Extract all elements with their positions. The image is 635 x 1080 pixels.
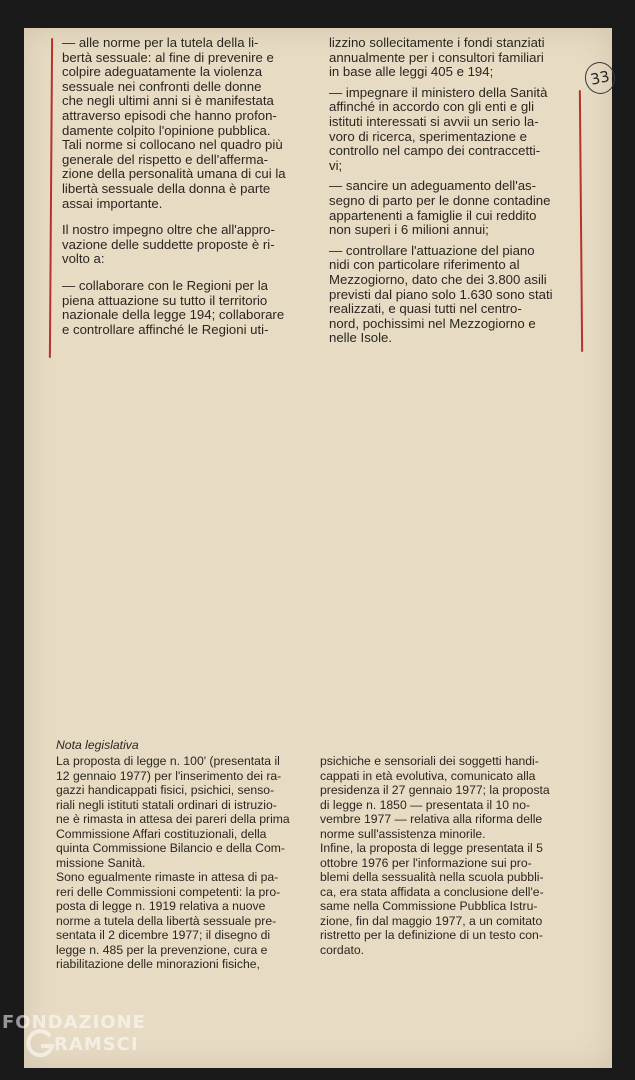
watermark-logo (2, 1010, 162, 1080)
note-left-column (56, 754, 302, 972)
top-right-column (329, 36, 583, 346)
paragraph: lizzino sollecitamente i fondi stanziati annualmente per i consultori familiari in base alle leggi 405 e 194; (329, 35, 545, 80)
top-left-column (62, 36, 314, 337)
note-title: Nota legislativa (56, 738, 139, 752)
red-margin-line-left (49, 38, 53, 358)
note-text: La proposta di legge n. 100' (presentata il 12 gennaio 1977) per l'inserimento dei ra- gazzi handicappati fisici, psichici, senso- riali negli istituti statali ordinari di istruzio- ne è rimasta in attesa dei pareri della prima Commissione Affari costituzionali, della quinta Commissione Bilancio e della Com- missione Sanità. Sono egualmente rimaste in attesa di pa- reri delle Commissioni competenti: la pro- posta di legge n. 1919 relativa a nuove norme a tutela della libertà sessuale pre- sentata il 2 dicembre 1977; il disegno di legge n. 485 per la prevenzione, cura e riabilitazione delle minorazioni fisiche, (56, 754, 290, 971)
document-page (24, 28, 612, 1068)
note-text: psichiche e sensoriali dei soggetti handi- cappati in età evolutiva, comunicato alla presidenza il 27 gennaio 1977; la proposta di legge n. 1850 — presentata il 10 no- vembre 1977 — relativa alla riforma delle norme sull'assistenza minorile. Infine, la proposta di legge presentata il 5 ottobre 1976 per l'informazione sui pro- blemi della sessualità nella scuola pubbli- ca, era stata affidata a conclusione dell'e- same nella Commissione Pubblica Istru- zione, fin dal maggio 1977, a un comitato ristretto per la definizione di un testo con- cordato. (320, 754, 550, 957)
note-right-column (320, 754, 576, 957)
paragraph: — controllare l'attuazione del piano nidi con particolare riferimento al Mezzogiorno, dato che dei 3.800 asili previsti dal piano solo 1.630 sono stati realizzati, e quasi tutti nel centro- nord, pochissimi nel Mezzogiorno e nelle Isole. (329, 242, 553, 346)
paragraph: — alle norme per la tutela della li- bertà sessuale: al fine di prevenire e colpire adeguatamente la violenza sessuale nei confronti delle donne che negli ultimi anni si è manifestata attraverso episodi che hanno profon- damente colpito l'opinione pubblica. Tali norme si collocano nel quadro più generale del rispetto e dell'afferma- zione della personalità umana di cui la libertà sessuale della donna è parte assai importante. (62, 35, 286, 211)
paragraph: — impegnare il ministero della Sanità affinché in accordo con gli enti e gli istituti interessati si avvii un serio la- voro di ricerca, sperimentazione e controllo nel campo dei contraccetti- vi; (329, 84, 548, 173)
watermark-g-icon (24, 1028, 56, 1060)
paragraph: — sancire un adeguamento dell'as- segno di parto per le donne contadine appartenenti a famiglie il cui reddito non superi i 6 milioni annui; (329, 178, 551, 238)
watermark-line1: FONDAZIONE (2, 1012, 146, 1033)
paragraph: Il nostro impegno oltre che all'appro- vazione delle suddette proposte è ri- volto a: (62, 222, 275, 267)
handwritten-page-number: 33 (582, 59, 618, 97)
paragraph: — collaborare con le Regioni per la piena attuazione su tutto il territorio nazionale della legge 194; collaborare e controllare affinché le Regioni uti- (62, 277, 285, 337)
watermark-line2: RAMSCI (54, 1034, 139, 1055)
